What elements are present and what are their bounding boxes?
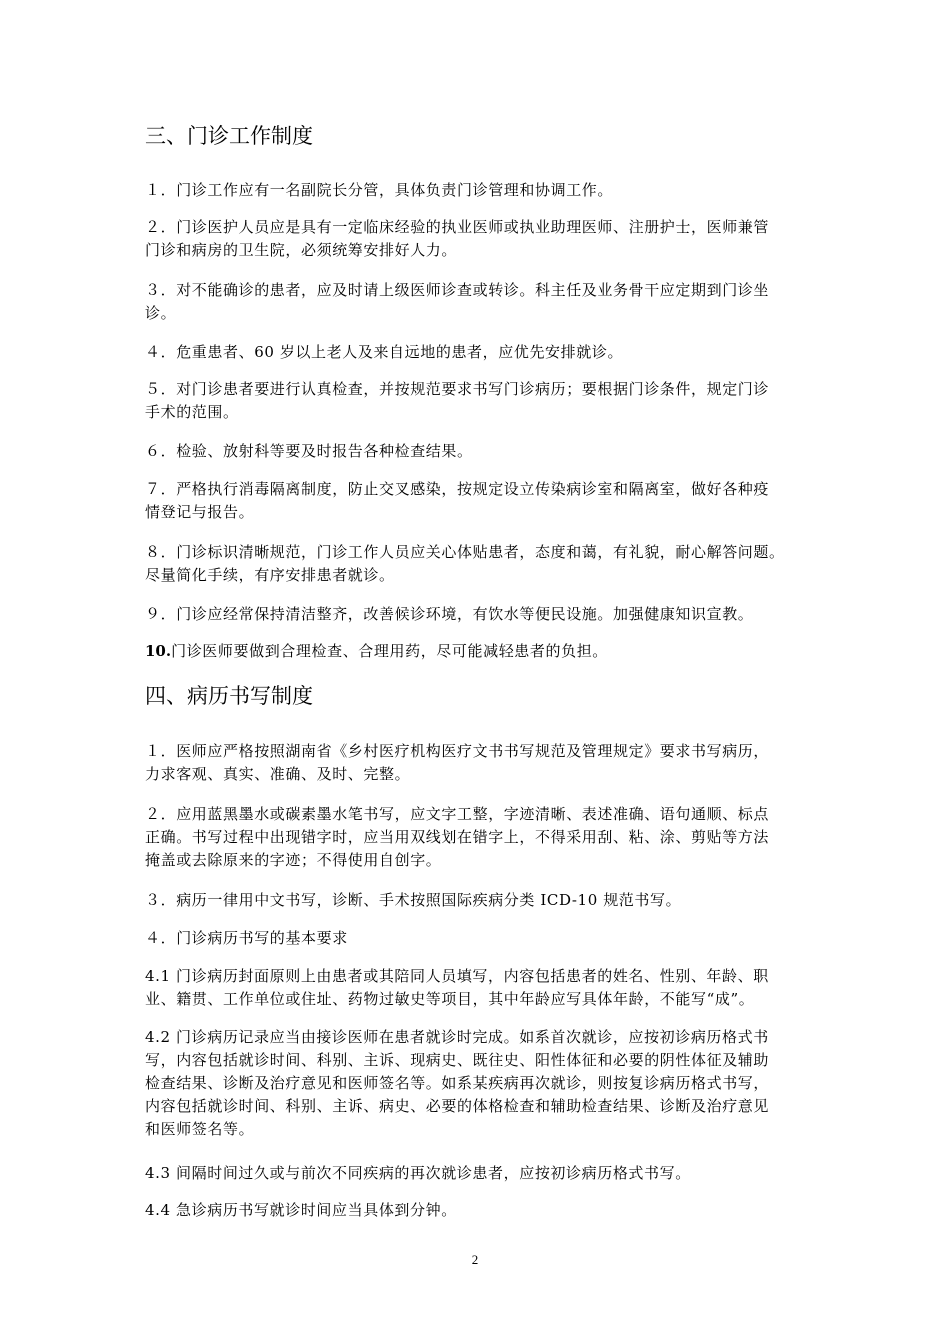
- s3-item-4: [145, 341, 810, 364]
- s3-item-9: [145, 603, 810, 626]
- s3-item-7-line-2: 情登记与报告。: [145, 503, 255, 521]
- s3-item-1: [145, 179, 810, 202]
- s4-item-3: [145, 889, 810, 912]
- s4-item-4-1-line-1: 4.1 门诊病历封面原则上由患者或其陪同人员填写，内容包括患者的姓名、性别、年龄、职: [145, 967, 769, 985]
- s3-item-8: [145, 541, 810, 587]
- s4-item-4-1: [145, 965, 810, 1011]
- s4-item-4-3: [145, 1162, 810, 1185]
- s3-item-2: [145, 216, 810, 262]
- s3-item-7: [145, 478, 810, 524]
- s4-item-4-2-line-5: 和医师签名等。: [145, 1120, 255, 1138]
- s3-item-3: [145, 279, 810, 325]
- page-number: 2: [471, 1252, 479, 1267]
- s4-item-4-4: [145, 1199, 810, 1222]
- s4-item-4: [145, 927, 810, 950]
- s4-item-2-line-3: 掩盖或去除原来的字迹；不得使用自创字。: [145, 851, 442, 869]
- s4-item-4-1-line-2: 业、籍贯、工作单位或住址、药物过敏史等项目，其中年龄应写具体年龄，不能写“成”。: [145, 990, 755, 1008]
- s3-item-7-line-1: ７．严格执行消毒隔离制度，防止交叉感染，按规定设立传染病诊室和隔离室，做好各种疫: [145, 480, 770, 498]
- s4-item-1-line-1: １．医师应严格按照湖南省《乡村医疗机构医疗文书书写规范及管理规定》要求书写病历，: [145, 742, 770, 760]
- s3-item-10-line-1: [145, 640, 810, 663]
- s3-item-4-line-1: ４．危重患者、60 岁以上老人及来自远地的患者，应优先安排就诊。: [145, 343, 624, 361]
- s3-item-6-line-1: ６．检验、放射科等要及时报告各种检查结果。: [145, 442, 473, 460]
- s3-item-10: [145, 640, 810, 663]
- s3-item-5-line-2: 手术的范围。: [145, 403, 239, 421]
- s4-item-4-3-line-1: 4.3 间隔时间过久或与前次不同疾病的再次就诊患者，应按初诊病历格式书写。: [145, 1164, 691, 1182]
- s3-item-1-line-1: １．门诊工作应有一名副院长分管，具体负责门诊管理和协调工作。: [145, 181, 614, 199]
- s4-item-1-line-2: 力求客观、真实、准确、及时、完整。: [145, 765, 411, 783]
- s3-item-9-line-1: ９．门诊应经常保持清洁整齐，改善候诊环境，有饮水等便民设施。加强健康知识宣教。: [145, 605, 754, 623]
- s3-item-10-text: 门诊医师要做到合理检查、合理用药，尽可能减轻患者的负担。: [171, 642, 608, 660]
- s3-item-8-line-2: 尽量简化手续，有序安排患者就诊。: [145, 566, 395, 584]
- s3-item-2-line-2: 门诊和病房的卫生院，必须统筹安排好人力。: [145, 241, 458, 259]
- s4-item-4-2-line-2: 写，内容包括就诊时间、科别、主诉、现病史、既往史、阳性体征和必要的阴性体征及辅助: [145, 1051, 770, 1069]
- s4-item-4-2-line-4: 内容包括就诊时间、科别、主诉、病史、必要的体格检查和辅助检查结果、诊断及治疗意见: [145, 1097, 770, 1115]
- s3-item-2-line-1: ２．门诊医护人员应是具有一定临床经验的执业医师或执业助理医师、注册护士，医师兼管: [145, 218, 770, 236]
- section4-title: 四、病历书写制度: [145, 684, 313, 708]
- s4-item-2: [145, 803, 810, 872]
- s4-item-4-2: [145, 1026, 810, 1141]
- section3-title: 三、门诊工作制度: [145, 124, 313, 148]
- s4-item-4-2-line-3: 检查结果、诊断及治疗意见和医师签名等。如系某疾病再次就诊，则按复诊病历格式书写，: [145, 1074, 770, 1092]
- s4-item-3-line-1: ３．病历一律用中文书写，诊断、手术按照国际疾病分类 ICD-10 规范书写。: [145, 891, 682, 909]
- s3-item-6: [145, 440, 810, 463]
- s3-item-3-line-1: ３．对不能确诊的患者，应及时请上级医师诊查或转诊。科主任及业务骨干应定期到门诊坐: [145, 281, 770, 299]
- s3-item-8-line-1: ８．门诊标识清晰规范，门诊工作人员应关心体贴患者，态度和蔼，有礼貌，耐心解答问题。: [145, 543, 785, 561]
- s3-item-5-line-1: ５．对门诊患者要进行认真检查，并按规范要求书写门诊病历；要根据门诊条件，规定门诊: [145, 380, 770, 398]
- s4-item-2-line-1: ２．应用蓝黑墨水或碳素墨水笔书写，应文字工整，字迹清晰、表述准确、语句通顺、标点: [145, 805, 770, 823]
- s4-item-2-line-2: 正确。书写过程中出现错字时，应当用双线划在错字上，不得采用刮、粘、涂、剪贴等方法: [145, 828, 770, 846]
- s3-item-3-line-2: 诊。: [145, 304, 177, 322]
- s3-item-10-number: 10.: [145, 642, 172, 660]
- s4-item-1: [145, 740, 810, 786]
- s3-item-5: [145, 378, 810, 424]
- s4-item-4-line-1: ４．门诊病历书写的基本要求: [145, 929, 348, 947]
- s4-item-4-4-line-1: 4.4 急诊病历书写就诊时间应当具体到分钟。: [145, 1201, 457, 1219]
- s4-item-4-2-line-1: 4.2 门诊病历记录应当由接诊医师在患者就诊时完成。如系首次就诊，应按初诊病历格式书: [145, 1028, 769, 1046]
